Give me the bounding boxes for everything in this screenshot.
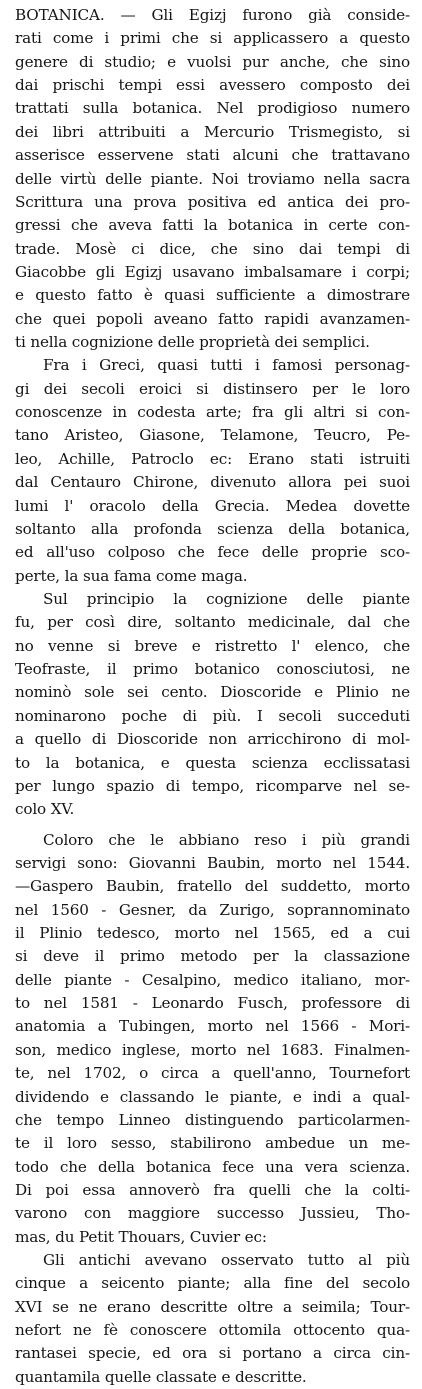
- text-line: dai prischi tempi essi avessero composto dei: [15, 76, 410, 95]
- text-line: to nel 1581 - Leonardo Fusch, professore di: [15, 994, 410, 1013]
- text-line: gressi che aveva fatti la botanica in certe con-: [15, 216, 410, 235]
- text-line: no venne si breve e ristretto l' elenco, che: [15, 636, 410, 655]
- text-line: XVI se ne erano descritte oltre a seimila; Tour-: [15, 1297, 410, 1316]
- article-column: [15, 4, 410, 1386]
- paragraph-1: [15, 4, 410, 354]
- text-line: —Gaspero Baubin, fratello del suddetto, morto: [15, 877, 410, 896]
- text-line: rati come i primi che si applicassero a questo: [15, 29, 410, 48]
- text-line: BOTANICA. — Gli Egizj furono già conside-: [15, 6, 410, 24]
- text-line: nel 1560 - Gesner, da Zurigo, soprannominato: [15, 900, 410, 919]
- text-line: Scrittura una prova positiva ed antica dei pro-: [15, 192, 410, 211]
- text-line: asserisce esservene stati alcuni che trattavano: [15, 146, 410, 165]
- text-line: si deve il primo metodo per la classazione: [15, 947, 410, 966]
- text-line: to la botanica, e questa scienza ecclissatasi: [15, 753, 410, 772]
- text-line: lumi l' oracolo della Grecia. Medea dovette: [15, 496, 410, 515]
- text-line: conoscenze in codesta arte; fra gli altri si con-: [15, 403, 410, 422]
- text-line: colo XV.: [15, 800, 75, 819]
- text-line: son, medico inglese, morto nel 1683. Finalmen-: [15, 1040, 410, 1059]
- text-line: soltanto alla profonda scienza della botanica,: [15, 519, 410, 538]
- text-line: tano Aristeo, Giasone, Telamone, Teucro, Pe-: [15, 426, 410, 445]
- paragraph-5: [15, 1249, 410, 1389]
- text-line: che tempo Linneo distinguendo particolarmen-: [15, 1110, 410, 1129]
- text-line: che quei popoli aveano fatto rapidi avanzamen-: [15, 309, 410, 328]
- text-line: ed all'uso colposo che fece delle proprie sco-: [15, 543, 410, 562]
- text-line: mas, du Petit Thouars, Cuvier ec:: [15, 1227, 267, 1246]
- text-line: servigi sono: Giovanni Baubin, morto nel 1544.: [15, 853, 410, 872]
- text-line: varono con maggiore successo Jussieu, Tho-: [15, 1204, 410, 1223]
- text-line: il Plinio tedesco, morto nel 1565, ed a cui: [15, 924, 410, 943]
- text-line: leo, Achille, Patroclo ec: Erano stati istruiti: [15, 449, 410, 468]
- text-line: genere di studio; e vuolsi pur anche, che sino: [15, 52, 410, 71]
- text-line: ti nella cognizione delle proprietà dei semplici.: [15, 333, 370, 352]
- text-line: delle piante - Cesalpino, medico italiano, mor-: [15, 970, 410, 989]
- text-line: quantamila quelle classate e descritte.: [15, 1367, 307, 1386]
- text-line: perte, la sua fama come maga.: [15, 566, 248, 585]
- text-line: dei libri attribuiti a Mercurio Trismegisto, si: [15, 122, 410, 141]
- text-line: nominò sole sei cento. Dioscoride e Plinio ne: [15, 683, 410, 702]
- text-line: nefort ne fè conoscere ottomila ottocento qua-: [15, 1321, 410, 1340]
- text-line: te il loro sesso, stabilirono ambedue un me-: [15, 1134, 410, 1153]
- text-line: Teofraste, il primo botanico conosciutosi, ne: [15, 660, 410, 679]
- text-line: cinque a seicento piante; alla fine del secolo: [15, 1274, 410, 1293]
- text-line: todo che della botanica fece una vera scienza.: [15, 1157, 410, 1176]
- text-line: Giacobbe gli Egizj usavano imbalsamare i corpi;: [15, 262, 410, 281]
- text-line: a quello di Dioscoride non arricchirono di mol-: [15, 730, 410, 749]
- text-line: e questo fatto è quasi sufficiente a dimostrare: [15, 286, 410, 305]
- paragraph-4: [15, 829, 410, 1249]
- text-line: te, nel 1702, o circa a quell'anno, Tournefort: [15, 1064, 410, 1083]
- text-line: trattati sulla botanica. Nel prodigioso numero: [15, 99, 410, 118]
- text-line: per lungo spazio di tempo, ricomparve nel se-: [15, 776, 410, 795]
- paragraph-3: [15, 588, 410, 822]
- text-line: Sul principio la cognizione delle piante: [43, 589, 410, 608]
- text-line: dal Centauro Chirone, divenuto allora pei suoi: [15, 473, 410, 492]
- paragraph-2: [15, 354, 410, 588]
- text-line: fu, per così dire, soltanto medicinale, dal che: [15, 613, 410, 632]
- text-line: anatomia a Tubingen, morto nel 1566 - Mori-: [15, 1017, 410, 1036]
- text-line: Coloro che le abbiano reso i più grandi: [43, 830, 410, 849]
- text-line: Gli antichi avevano osservato tutto al più: [43, 1251, 410, 1270]
- text-line: rantasei specie, ed ora si portano a circa cin-: [15, 1344, 410, 1363]
- text-line: delle virtù delle piante. Noi troviamo nella sacra: [15, 169, 410, 188]
- text-line: trade. Mosè ci dice, che sino dai tempi di: [15, 239, 410, 258]
- text-line: Fra i Greci, quasi tutti i famosi personag-: [43, 356, 410, 375]
- text-line: nominarono poche di più. I secoli succeduti: [15, 706, 410, 725]
- text-line: gi dei secoli eroici si distinsero per le loro: [15, 379, 410, 398]
- text-line: dividendo e classando le piante, e indi a qual-: [15, 1087, 410, 1106]
- text-line: Di poi essa annoverò fra quelli che la colti-: [15, 1180, 410, 1199]
